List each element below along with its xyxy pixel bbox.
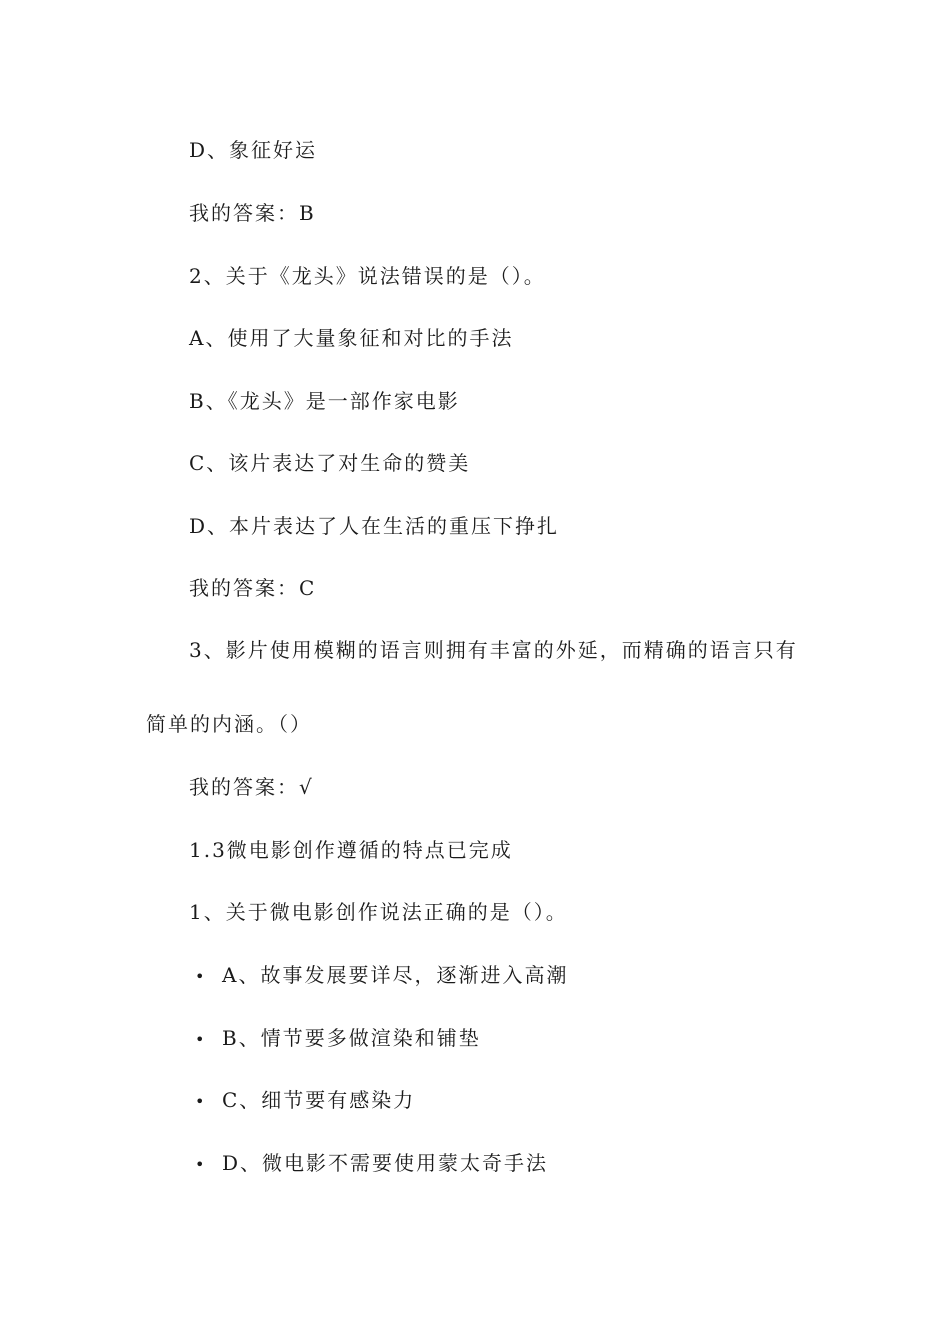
option-d-text: D、象征好运	[189, 138, 318, 162]
option-b-text: B、《龙头》是一部作家电影	[189, 389, 460, 413]
answer-text: 我的答案：B	[189, 201, 316, 225]
bullet-icon: •	[195, 967, 207, 986]
option-d-text: D、本片表达了人在生活的重压下挣扎	[189, 514, 560, 538]
question-text: 3、影片使用模糊的语言则拥有丰富的外延，而精确的语言只有	[189, 638, 798, 662]
question-text: 1、关于微电影创作说法正确的是（）。	[189, 900, 568, 924]
answer-text: 我的答案：√	[189, 775, 314, 799]
list-item-text: C、细节要有感染力	[222, 1088, 416, 1112]
section-heading: 1.3微电影创作遵循的特点已完成	[189, 838, 513, 862]
question-text: 2、关于《龙头》说法错误的是（）。	[189, 264, 546, 288]
option-c-text: C、该片表达了对生命的赞美	[189, 451, 471, 475]
list-item-text: D、微电影不需要使用蒙太奇手法	[222, 1151, 549, 1175]
question-text-continued: 简单的内涵。（）	[146, 712, 312, 736]
list-item	[195, 1149, 548, 1179]
list-item-text: A、故事发展要详尽，逐渐进入高潮	[222, 963, 569, 987]
list-item	[195, 961, 568, 991]
bullet-icon: •	[195, 1092, 207, 1111]
list-item	[195, 1024, 481, 1054]
bullet-icon: •	[195, 1155, 207, 1174]
list-item	[195, 1086, 415, 1116]
option-a-text: A、使用了大量象征和对比的手法	[189, 326, 514, 350]
bullet-icon: •	[195, 1030, 207, 1049]
answer-text: 我的答案：C	[189, 576, 317, 600]
list-item-text: B、情节要多做渲染和铺垫	[222, 1026, 481, 1050]
